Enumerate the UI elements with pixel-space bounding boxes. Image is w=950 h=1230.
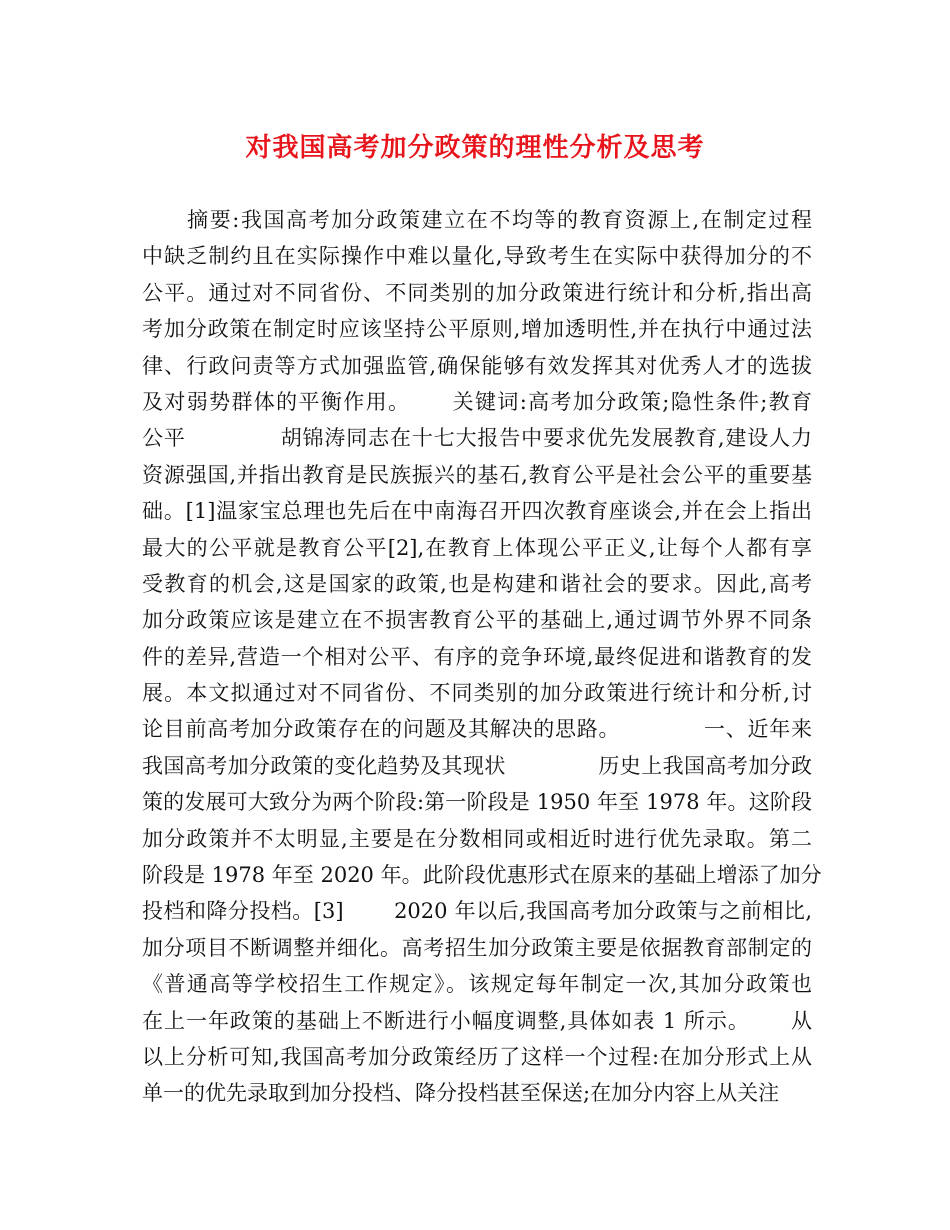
- body-line: 加分政策应该是建立在不损害教育公平的基础上,通过调节外界不同条: [142, 608, 812, 633]
- document-body: [142, 202, 822, 1112]
- body-line: 公平 胡锦涛同志在十七大报告中要求优先发展教育,建设人力: [142, 426, 812, 451]
- document-title: 对我国高考加分政策的理性分析及思考: [245, 133, 705, 163]
- body-line: 加分政策并不太明显,主要是在分数相同或相近时进行优先录取。第二: [142, 826, 812, 851]
- body-line: 最大的公平就是教育公平[2],在教育上体现公平正义,让每个人都有享: [142, 535, 812, 560]
- body-line: 加分项目不断调整并细化。高考招生加分政策主要是依据教育部制定的: [142, 935, 812, 960]
- body-line: 律、行政问责等方式加强监管,确保能够有效发挥其对优秀人才的选拔: [142, 353, 812, 378]
- body-line: 公平。通过对不同省份、不同类别的加分政策进行统计和分析,指出高: [142, 280, 812, 305]
- body-line: 阶段是 1978 年至 2020 年。此阶段优惠形式在原来的基础上增添了加分: [142, 863, 822, 888]
- body-line: 中缺乏制约且在实际操作中难以量化,导致考生在实际中获得加分的不: [142, 244, 812, 269]
- body-line: 我国高考加分政策的变化趋势及其现状 历史上我国高考加分政: [142, 753, 812, 778]
- body-line: 论目前高考加分政策存在的问题及其解决的思路。 一、近年来: [142, 717, 812, 742]
- body-line: 以上分析可知,我国高考加分政策经历了这样一个过程:在加分形式上从: [142, 1044, 812, 1069]
- body-line: 投档和降分投档。[3] 2020 年以后,我国高考加分政策与之前相比,: [142, 899, 812, 924]
- body-line: 单一的优先录取到加分投档、降分投档甚至保送;在加分内容上从关注: [142, 1081, 780, 1106]
- body-line: 础。[1]温家宝总理也先后在中南海召开四次教育座谈会,并在会上指出: [142, 499, 812, 524]
- body-line: 《普通高等学校招生工作规定》。该规定每年制定一次,其加分政策也: [142, 972, 812, 997]
- body-line: 摘要:我国高考加分政策建立在不均等的教育资源上,在制定过程: [142, 208, 812, 232]
- body-line: 资源强国,并指出教育是民族振兴的基石,教育公平是社会公平的重要基: [142, 462, 812, 487]
- body-line: 展。本文拟通过对不同省份、不同类别的加分政策进行统计和分析,讨: [142, 681, 812, 706]
- body-line: 策的发展可大致分为两个阶段:第一阶段是 1950 年至 1978 年。这阶段: [142, 790, 812, 815]
- body-line: 及对弱势群体的平衡作用。 关键词:高考加分政策;隐性条件;教育: [142, 389, 812, 414]
- body-line: 在上一年政策的基础上不断进行小幅度调整,具体如表 1 所示。 从: [142, 1008, 812, 1033]
- body-line: 件的差异,营造一个相对公平、有序的竞争环境,最终促进和谐教育的发: [142, 644, 812, 669]
- body-line: 受教育的机会,这是国家的政策,也是构建和谐社会的要求。因此,高考: [142, 571, 812, 596]
- body-line: 考加分政策在制定时应该坚持公平原则,增加透明性,并在执行中通过法: [142, 317, 812, 342]
